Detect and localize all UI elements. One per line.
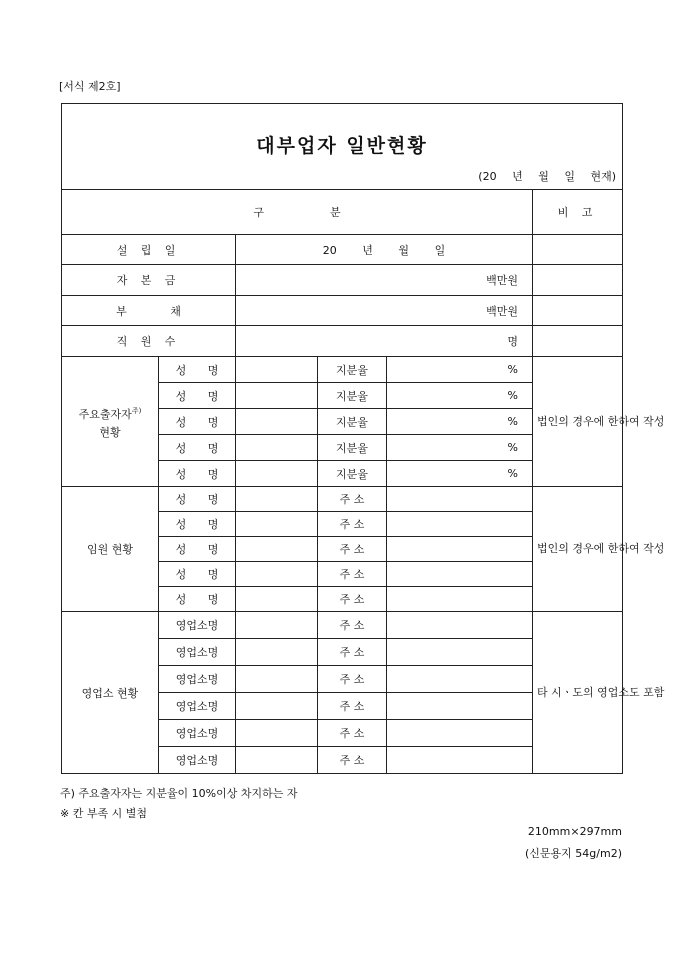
officer-address-label: 주 소	[318, 562, 387, 587]
employees-note[interactable]	[533, 326, 623, 357]
officers-label: 임원 현황	[62, 487, 159, 612]
officer-name-label: 성 명	[159, 562, 236, 587]
officer-name-value[interactable]	[236, 537, 318, 562]
branch-address-value[interactable]	[387, 612, 533, 639]
branch-name-value[interactable]	[236, 612, 318, 639]
officer-address-label: 주 소	[318, 487, 387, 512]
branch-address-label: 주 소	[318, 693, 387, 720]
footnote-attachment: ※ 칸 부족 시 별첨	[60, 807, 147, 820]
form-title: 대부업자 일반현황	[256, 135, 428, 157]
paper-size: 210mm×297mm	[527, 825, 622, 838]
as-of-date: (20 년 월 일 현재)	[478, 170, 617, 183]
officer-name-value[interactable]	[236, 487, 318, 512]
paper-spec: (신문용지 54g/m2)	[525, 847, 622, 860]
status-form-table	[61, 103, 665, 774]
officer-address-label: 주 소	[318, 537, 387, 562]
debt-value[interactable]: 백만원	[236, 296, 533, 326]
officer-address-label: 주 소	[318, 512, 387, 537]
branch-address-value[interactable]	[387, 693, 533, 720]
investor-name-value[interactable]	[236, 357, 318, 383]
established-label: 설 립 일	[62, 235, 236, 265]
branches-label: 영업소 현황	[62, 612, 159, 774]
officer-name-label: 성 명	[159, 587, 236, 612]
footnote-investor-definition: 주) 주요출자자는 지분율이 10%이상 차지하는 자	[60, 787, 298, 800]
form-number-label: [서식 제2호]	[59, 80, 121, 93]
branch-address-value[interactable]	[387, 666, 533, 693]
investor-share-label: 지분율	[318, 461, 387, 487]
investors-label: 주요출자자$^{주)}$ 현황	[62, 357, 159, 487]
officer-name-value[interactable]	[236, 562, 318, 587]
branch-name-value[interactable]	[236, 639, 318, 666]
debt-label: 부 채	[62, 296, 236, 326]
branch-address-value[interactable]	[387, 720, 533, 747]
investor-name-label: 성 명	[159, 357, 236, 383]
employees-label: 직 원 수	[62, 326, 236, 357]
branch-address-value[interactable]	[387, 639, 533, 666]
officers-note: 법인의 경우에 한하여 작성	[533, 487, 623, 612]
officer-address-label: 주 소	[318, 587, 387, 612]
officer-name-label: 성 명	[159, 537, 236, 562]
investor-name-value[interactable]	[236, 409, 318, 435]
investor-share-label: 지분율	[318, 435, 387, 461]
officer-address-value[interactable]	[387, 512, 533, 537]
branch-address-label: 주 소	[318, 612, 387, 639]
investor-share-value[interactable]: %	[387, 383, 533, 409]
investor-share-label: 지분율	[318, 357, 387, 383]
officer-address-value[interactable]	[387, 537, 533, 562]
branch-address-label: 주 소	[318, 639, 387, 666]
branch-name-label: 영업소명	[159, 666, 236, 693]
branch-name-value[interactable]	[236, 720, 318, 747]
investor-name-label: 성 명	[159, 435, 236, 461]
established-value[interactable]: 20 년 월 일	[236, 235, 533, 265]
capital-label: 자 본 금	[62, 265, 236, 296]
title-cell	[62, 104, 623, 190]
investor-share-value[interactable]: %	[387, 357, 533, 383]
investor-share-value[interactable]: %	[387, 409, 533, 435]
investor-name-label: 성 명	[159, 383, 236, 409]
officer-address-value[interactable]	[387, 587, 533, 612]
investor-share-label: 지분율	[318, 409, 387, 435]
established-note[interactable]	[533, 235, 623, 265]
capital-note[interactable]	[533, 265, 623, 296]
branches-note: 타 시ㆍ도의 영업소도 포함	[533, 612, 623, 774]
investor-name-value[interactable]	[236, 435, 318, 461]
branch-address-value[interactable]	[387, 747, 533, 774]
branch-name-value[interactable]	[236, 693, 318, 720]
branch-name-label: 영업소명	[159, 612, 236, 639]
employees-value[interactable]: 명	[236, 326, 533, 357]
capital-value[interactable]: 백만원	[236, 265, 533, 296]
header-gubun: 구 분	[62, 190, 533, 235]
branch-address-label: 주 소	[318, 747, 387, 774]
investor-share-label: 지분율	[318, 383, 387, 409]
officer-name-label: 성 명	[159, 512, 236, 537]
investor-name-value[interactable]	[236, 383, 318, 409]
branch-name-label: 영업소명	[159, 693, 236, 720]
branch-name-value[interactable]	[236, 747, 318, 774]
debt-note[interactable]	[533, 296, 623, 326]
branch-address-label: 주 소	[318, 720, 387, 747]
branch-name-label: 영업소명	[159, 747, 236, 774]
officer-name-value[interactable]	[236, 512, 318, 537]
investors-note: 법인의 경우에 한하여 작성	[533, 357, 623, 487]
branch-name-label: 영업소명	[159, 720, 236, 747]
investor-name-label: 성 명	[159, 409, 236, 435]
header-bigo: 비 고	[533, 190, 623, 235]
officer-name-value[interactable]	[236, 587, 318, 612]
investor-share-value[interactable]: %	[387, 461, 533, 487]
branch-name-label: 영업소명	[159, 639, 236, 666]
investor-share-value[interactable]: %	[387, 435, 533, 461]
branch-address-label: 주 소	[318, 666, 387, 693]
investor-name-label: 성 명	[159, 461, 236, 487]
officer-name-label: 성 명	[159, 487, 236, 512]
officer-address-value[interactable]	[387, 562, 533, 587]
officer-address-value[interactable]	[387, 487, 533, 512]
branch-name-value[interactable]	[236, 666, 318, 693]
investor-name-value[interactable]	[236, 461, 318, 487]
